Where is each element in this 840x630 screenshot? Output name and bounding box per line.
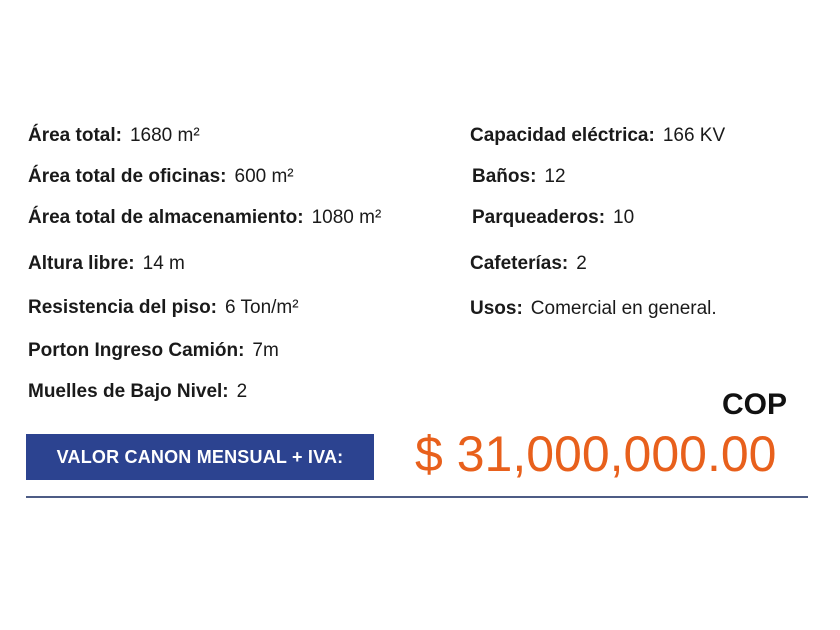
spec-value: 600 m² — [234, 166, 294, 187]
spec-porton-ingreso — [28, 339, 279, 363]
spec-value: 1680 m² — [129, 125, 200, 146]
currency-label: COP — [722, 388, 788, 421]
spec-label: Resistencia del piso: — [28, 297, 218, 318]
banner-label: VALOR CANON MENSUAL + IVA: — [56, 446, 344, 467]
spec-area-almacenamiento — [28, 206, 381, 230]
spec-value: 2 — [236, 381, 248, 402]
spec-label: Parqueaderos: — [472, 207, 606, 228]
spec-label: Área total de almacenamiento: — [28, 207, 304, 228]
spec-label: Baños: — [472, 166, 537, 187]
spec-value: 14 m — [142, 253, 185, 274]
spec-label: Muelles de Bajo Nivel: — [28, 381, 229, 402]
spec-muelles — [28, 380, 247, 404]
spec-label: Porton Ingreso Camión: — [28, 340, 245, 361]
spec-cafeterias — [470, 252, 587, 276]
spec-area-oficinas — [28, 165, 294, 189]
spec-value: 2 — [576, 253, 587, 274]
spec-altura-libre — [28, 252, 185, 276]
spec-label: Altura libre: — [28, 253, 135, 274]
spec-banos — [472, 165, 566, 189]
divider — [26, 496, 808, 498]
rent-value-banner — [26, 434, 374, 480]
spec-label: Área total: — [28, 125, 122, 146]
spec-parqueaderos — [472, 206, 634, 230]
spec-usos — [470, 297, 717, 321]
spec-value: Comercial en general. — [530, 298, 717, 319]
spec-value: 6 Ton/m² — [225, 297, 299, 318]
spec-value: 7m — [252, 340, 279, 361]
price-amount: $ 31,000,000.00 — [415, 426, 777, 482]
spec-label: Usos: — [470, 298, 523, 319]
spec-area-total — [28, 124, 200, 148]
spec-resistencia-piso — [28, 296, 299, 320]
spec-value: 10 — [613, 207, 635, 228]
spec-capacidad-electrica — [470, 124, 725, 148]
spec-label: Cafeterías: — [470, 253, 569, 274]
spec-value: 166 KV — [662, 125, 726, 146]
spec-value: 12 — [544, 166, 566, 187]
spec-value: 1080 m² — [311, 207, 382, 228]
spec-label: Capacidad eléctrica: — [470, 125, 655, 146]
spec-label: Área total de oficinas: — [28, 166, 227, 187]
